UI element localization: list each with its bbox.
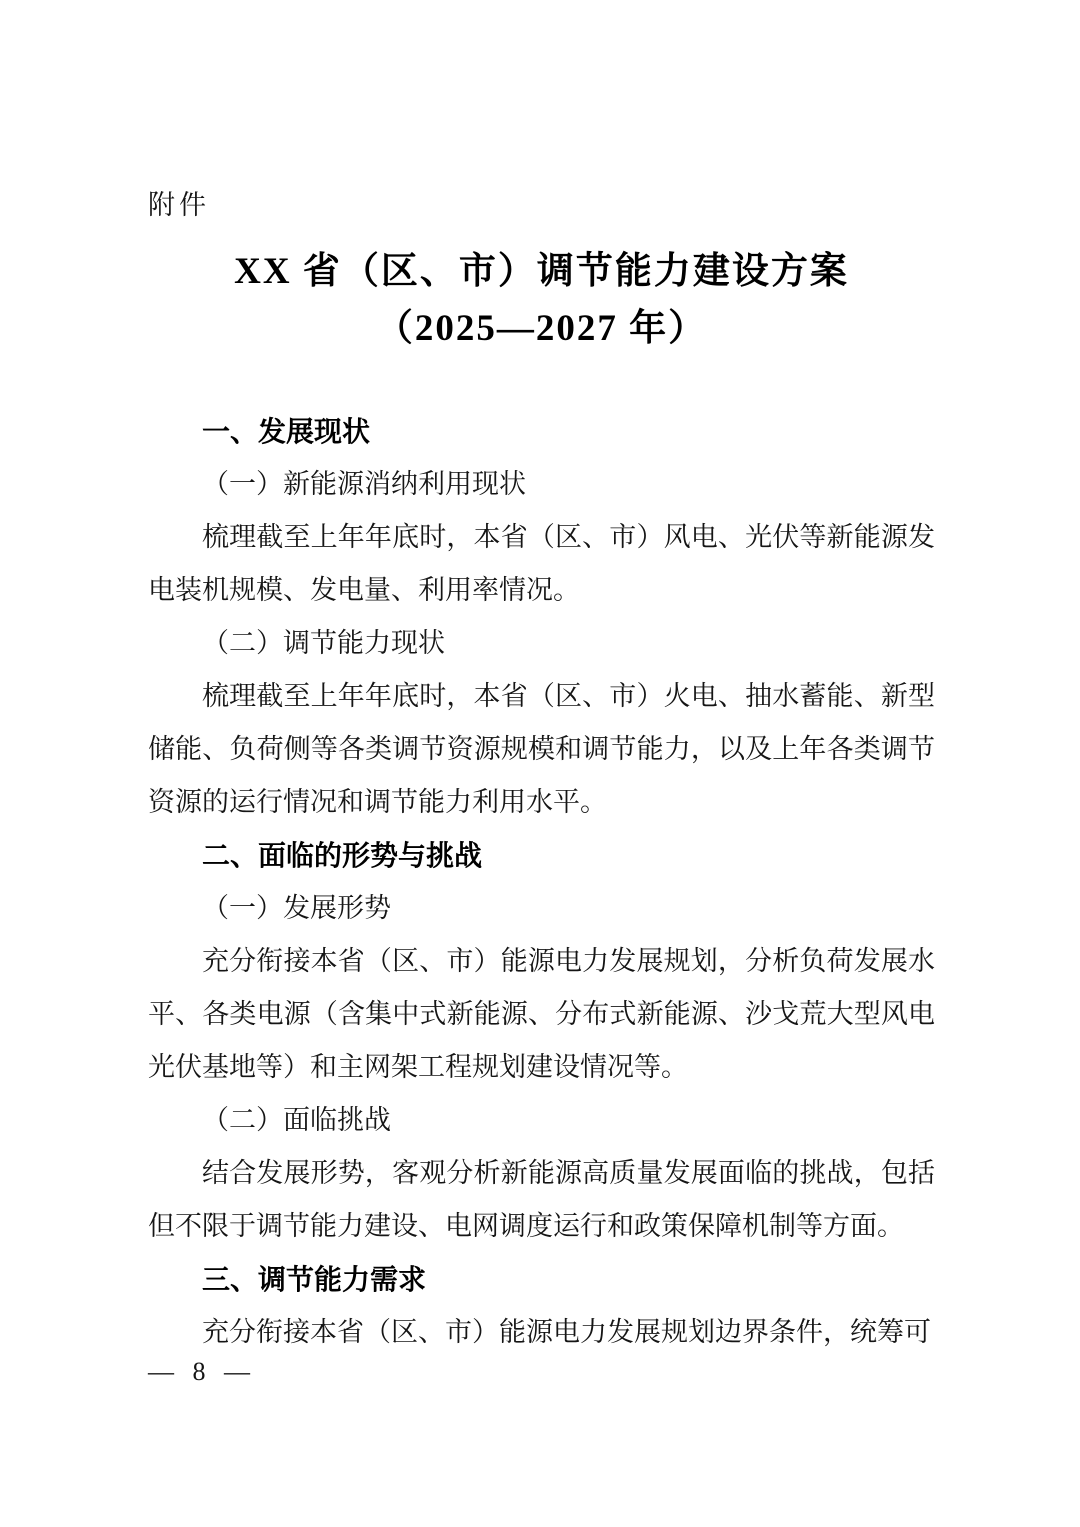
paragraph-new-energy-consumption: 梳理截至上年年底时，本省（区、市）风电、光伏等新能源发电装机规模、发电量、利用率情况。 [148, 522, 935, 605]
subsection-heading-new-energy-consumption: （一）新能源消纳利用现状 [202, 469, 526, 499]
paragraph-development-situation: 充分衔接本省（区、市）能源电力发展规划，分析负荷发展水平、各类电源（含集中式新能源、分布式新能源、沙戈荒大型风电光伏基地等）和主网架工程规划建设情况等。 [148, 946, 935, 1082]
section-heading-development-status: 一、发展现状 [202, 416, 371, 447]
document-title-line-2: （2025—2027 年） [375, 308, 708, 349]
attachment-label: 附件 [148, 190, 210, 220]
document-body [148, 405, 935, 1359]
section-heading-situation-and-challenges: 二、面临的形势与挑战 [202, 840, 483, 871]
document-title-line-1: XX 省（区、市）调节能力建设方案 [234, 251, 849, 292]
section-heading-regulation-capacity-demand: 三、调节能力需求 [202, 1264, 427, 1295]
subsection-heading-development-situation: （一）发展形势 [202, 893, 391, 923]
document-title [148, 243, 935, 357]
paragraph-regulation-capacity-demand: 充分衔接本省（区、市）能源电力发展规划边界条件，统筹可 [202, 1317, 931, 1347]
page-number: — 8 — [148, 1357, 256, 1386]
subsection-heading-challenges: （二）面临挑战 [202, 1105, 391, 1135]
paragraph-challenges: 结合发展形势，客观分析新能源高质量发展面临的挑战，包括但不限于调节能力建设、电网调度运行和政策保障机制等方面。 [148, 1158, 935, 1241]
paragraph-regulation-capacity-status: 梳理截至上年年底时，本省（区、市）火电、抽水蓄能、新型储能、负荷侧等各类调节资源规模和调节能力，以及上年各类调节资源的运行情况和调节能力利用水平。 [148, 681, 935, 817]
subsection-heading-regulation-capacity-status: （二）调节能力现状 [202, 628, 445, 658]
